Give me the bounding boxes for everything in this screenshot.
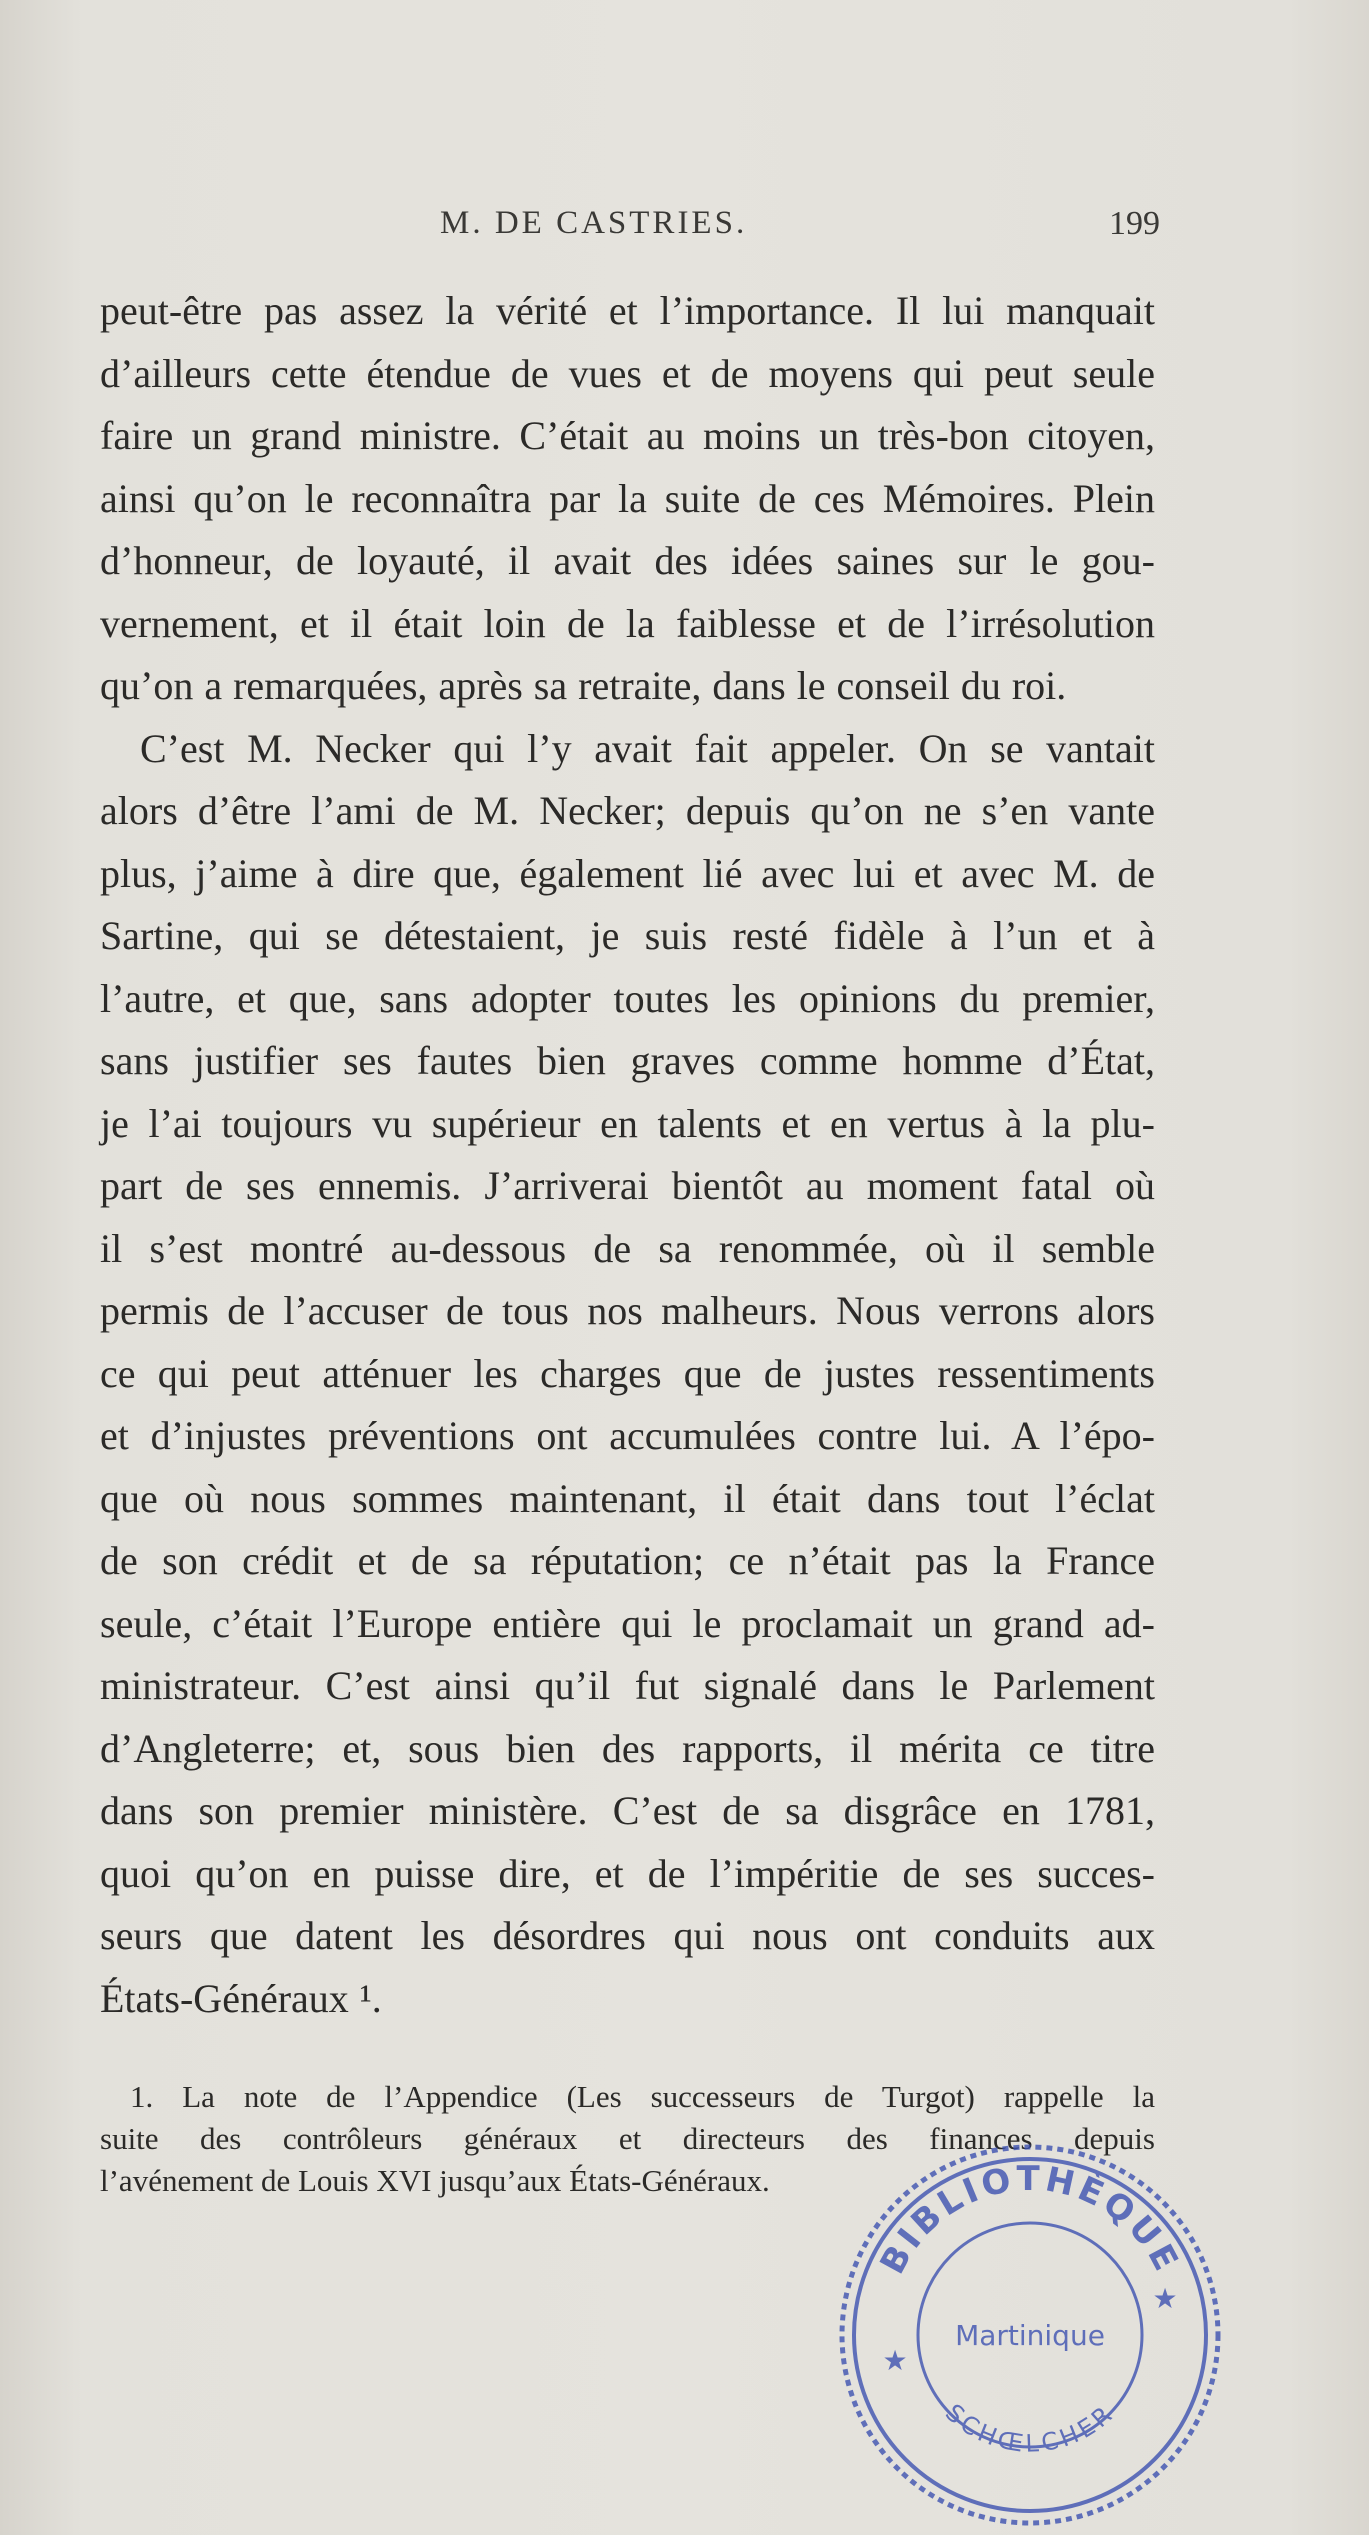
- text-line: qu’on a remarquées, après sa retraite, dans le conseil du roi.: [100, 663, 1067, 708]
- text-line: et d’injustes préventions ont accumulées contre lui. A l’épo-: [100, 1413, 1155, 1458]
- text-line: ce qui peut atténuer les charges que de justes ressentiments: [100, 1350, 1155, 1396]
- running-title: M. DE CASTRIES.: [440, 205, 748, 241]
- star-icon: ★: [882, 2344, 908, 2377]
- running-head: [100, 205, 1160, 255]
- text-line: que où nous sommes maintenant, il était dans tout l’éclat: [100, 1475, 1155, 1521]
- text-line: seule, c’était l’Europe entière qui le proclamait un grand ad-: [100, 1600, 1155, 1646]
- text-line: d’ailleurs cette étendue de vues et de moyens qui peut seule: [100, 350, 1155, 396]
- footnote-line: 1. La note de l’Appendice (Les successeurs de Turgot) rappelle la: [130, 2079, 1155, 2114]
- text-line: C’est M. Necker qui l’y avait fait appeler. On se vantait: [140, 725, 1155, 771]
- text-line: d’honneur, de loyauté, il avait des idées saines sur le gou-: [100, 538, 1155, 583]
- body-text: [100, 280, 1155, 2030]
- text-line: faire un grand ministre. C’était au moins un très-bon citoyen,: [100, 413, 1155, 458]
- text-line: ainsi qu’on le reconnaîtra par la suite de ces Mémoires. Plein: [100, 475, 1155, 521]
- text-line: ministrateur. C’est ainsi qu’il fut signalé dans le Parlement: [100, 1663, 1155, 1708]
- stamp-center-text: Martinique: [955, 2319, 1105, 2352]
- text-line: permis de l’accuser de tous nos malheurs. Nous verrons alors: [100, 1288, 1155, 1333]
- text-line: seurs que datent les désordres qui nous ont conduits aux: [100, 1913, 1155, 1958]
- text-line: d’Angleterre; et, sous bien des rapports, il mérita ce titre: [100, 1725, 1155, 1771]
- stamp-bottom-text: SCHŒLCHER: [939, 2398, 1121, 2459]
- text-line: part de ses ennemis. J’arriverai bientôt au moment fatal où: [100, 1163, 1155, 1208]
- text-line: alors d’être l’ami de M. Necker; depuis qu’on ne s’en vante: [100, 788, 1155, 833]
- footnote-line: l’avénement de Louis XVI jusqu’aux États-Généraux.: [100, 2163, 770, 2198]
- text-line: il s’est montré au-dessous de sa renommée, où il semble: [100, 1225, 1155, 1271]
- text-line: États-Généraux ¹.: [100, 1975, 382, 2021]
- page-number: 199: [1109, 205, 1160, 242]
- library-stamp-graphic: [820, 2130, 1240, 2535]
- text-line: Sartine, qui se détestaient, je suis resté fidèle à l’un et à: [100, 913, 1155, 958]
- footnote-line: suite des contrôleurs généraux et directeurs des finances depuis: [100, 2121, 1155, 2156]
- text-line: dans son premier ministère. C’est de sa disgrâce en 1781,: [100, 1788, 1155, 1833]
- text-line: quoi qu’on en puisse dire, et de l’impéritie de ses succes-: [100, 1850, 1155, 1896]
- stamp-top-text: BIBLIOTHÈQUE: [872, 2158, 1188, 2281]
- star-icon: ★: [1152, 2282, 1178, 2315]
- text-line: sans justifier ses fautes bien graves comme homme d’État,: [100, 1038, 1155, 1083]
- text-line: je l’ai toujours vu supérieur en talents et en vertus à la plu-: [100, 1100, 1155, 1146]
- text-line: peut-être pas assez la vérité et l’importance. Il lui manquait: [100, 288, 1155, 333]
- text-line: plus, j’aime à dire que, également lié avec lui et avec M. de: [100, 850, 1155, 896]
- text-line: l’autre, et que, sans adopter toutes les opinions du premier,: [100, 975, 1155, 1021]
- library-stamp: [820, 2130, 1240, 2535]
- text-line: de son crédit et de sa réputation; ce n’était pas la France: [100, 1538, 1155, 1583]
- text-line: vernement, et il était loin de la faiblesse et de l’irrésolution: [100, 600, 1155, 646]
